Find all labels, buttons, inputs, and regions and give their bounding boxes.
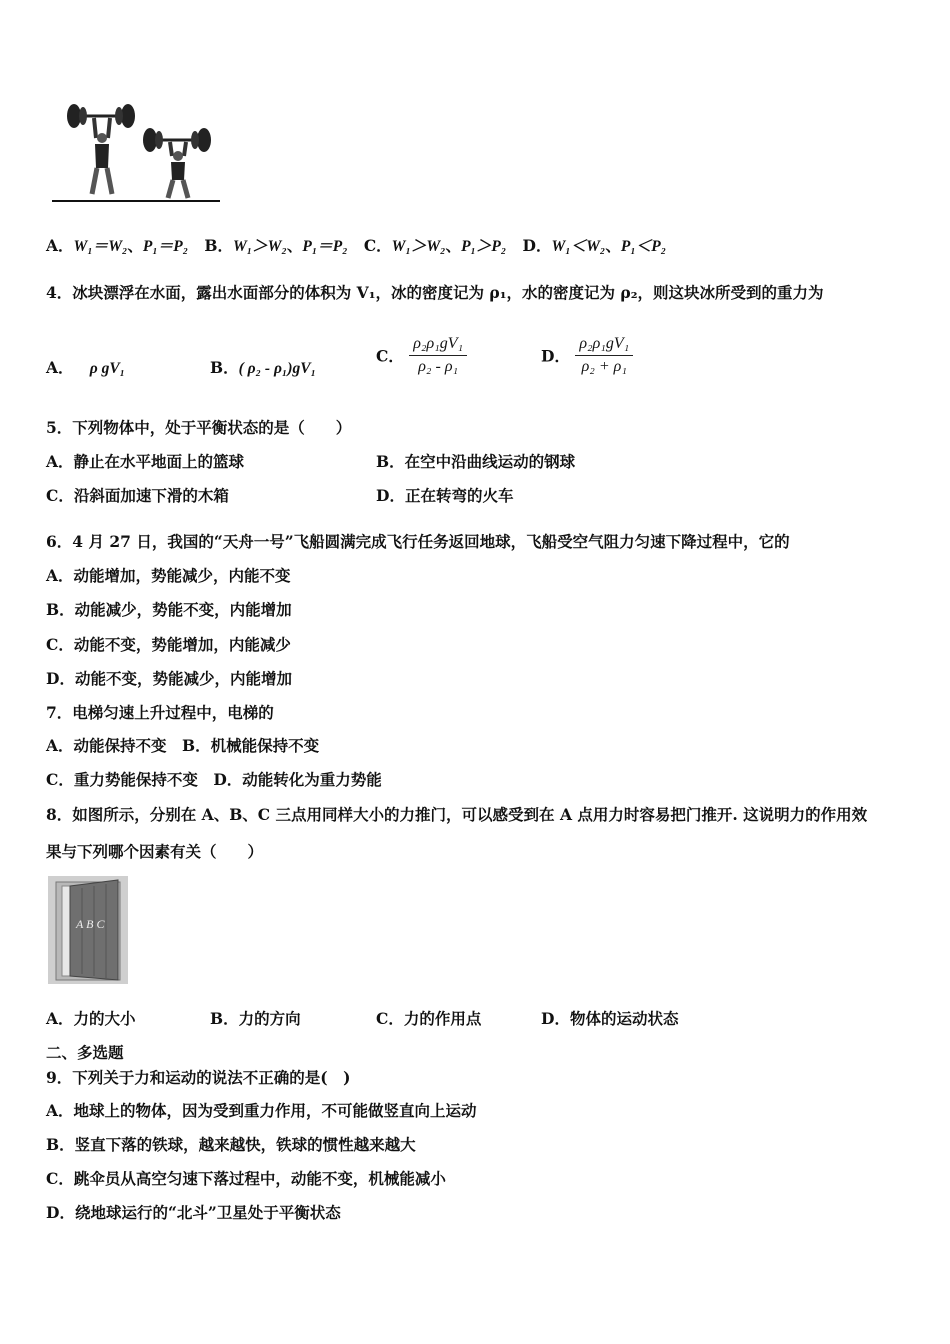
q4-option-c-fraction: $\frac{\text{ρ₂ρ₁gV₁}}{\text{ρ₂ - ρ₁}}$ bbox=[409, 335, 467, 376]
q4-option-d[interactable]: D． $\frac{\text{ρ₂ρ₁gV₁}}{\text{ρ₂ + ρ₁}}$ bbox=[541, 335, 633, 376]
q5-option-d[interactable]: D．正在转弯的火车 bbox=[376, 486, 514, 505]
q9-option-b[interactable]: B．竖直下落的铁球，越来越快，铁球的惯性越来越大 bbox=[46, 1135, 416, 1154]
q7-stem: 7．电梯匀速上升过程中，电梯的 bbox=[46, 703, 274, 722]
door-labels: A B C bbox=[76, 917, 105, 931]
q3-option-d[interactable]: D．W₁＜W₂、P₁＜P₂ bbox=[522, 236, 667, 255]
q8-stem-line1: 8．如图所示，分别在 A、B、C 三点用同样大小的力推门，可以感受到在 A 点用力时容易把门推开. 这说明力的作用效 bbox=[46, 805, 868, 824]
q8-option-c[interactable]: C．力的作用点 bbox=[376, 1009, 482, 1028]
q4-option-c[interactable]: C． $\frac{\text{ρ₂ρ₁gV₁}}{\text{ρ₂ - ρ₁}}$ bbox=[376, 335, 467, 376]
q3-option-a[interactable]: A．W₁＝W₂、P₁＝P₂ bbox=[46, 236, 189, 255]
q6-option-b[interactable]: B．动能减少，势能不变，内能增加 bbox=[46, 600, 292, 619]
q5-option-c[interactable]: C．沿斜面加速下滑的木箱 bbox=[46, 486, 229, 505]
q4-stem: 4．冰块漂浮在水面，露出水面部分的体积为 V₁，冰的密度记为 ρ₁，水的密度记为 ρ₂，则这块冰所受到的重力为 bbox=[46, 283, 824, 302]
q7-options-cd[interactable]: C．重力势能保持不变 D．动能转化为重力势能 bbox=[46, 770, 382, 789]
q4-option-d-fraction: $\frac{\text{ρ₂ρ₁gV₁}}{\text{ρ₂ + ρ₁}}$ bbox=[575, 335, 633, 376]
q8-option-b[interactable]: B．力的方向 bbox=[210, 1009, 301, 1028]
q3-option-b[interactable]: B．W₁＞W₂、P₁＝P₂ bbox=[204, 236, 348, 255]
q8-option-d[interactable]: D．物体的运动状态 bbox=[541, 1009, 679, 1028]
door-figure bbox=[48, 876, 128, 984]
q4-option-b[interactable]: B．( ρ₂ - ρ₁)gV₁ bbox=[210, 358, 316, 377]
q9-option-a[interactable]: A．地球上的物体，因为受到重力作用，不可能做竖直向上运动 bbox=[46, 1101, 477, 1120]
q6-option-d[interactable]: D．动能不变，势能减少，内能增加 bbox=[46, 669, 292, 688]
q5-stem: 5．下列物体中，处于平衡状态的是（ ） bbox=[46, 418, 352, 437]
q9-option-c[interactable]: C．跳伞员从高空匀速下落过程中，动能不变，机械能减小 bbox=[46, 1169, 446, 1188]
q3-options bbox=[46, 236, 666, 257]
q9-option-d[interactable]: D．绕地球运行的“北斗”卫星处于平衡状态 bbox=[46, 1203, 341, 1222]
weightlifters-figure bbox=[50, 98, 225, 204]
q4-option-a[interactable]: A． ρ gV₁ bbox=[46, 358, 126, 377]
q5-option-b[interactable]: B．在空中沿曲线运动的钢球 bbox=[376, 452, 576, 471]
q8-stem-line2: 果与下列哪个因素有关（ ） bbox=[46, 842, 264, 861]
q6-stem: 6．4 月 27 日，我国的“天舟一号”飞船圆满完成飞行任务返回地球，飞船受空气阻力匀速下降过程中，它的 bbox=[46, 532, 790, 551]
q7-options-ab[interactable]: A．动能保持不变 B．机械能保持不变 bbox=[46, 736, 320, 755]
q3-option-c[interactable]: C．W₁＞W₂、P₁＞P₂ bbox=[363, 236, 507, 255]
q6-option-a[interactable]: A．动能增加，势能减少，内能不变 bbox=[46, 566, 291, 585]
lifter-1 bbox=[67, 104, 135, 194]
section-heading-multiple-choice: 二、多选题 bbox=[46, 1043, 124, 1062]
q9-stem: 9．下列关于力和运动的说法不正确的是( ) bbox=[46, 1068, 351, 1087]
q6-option-c[interactable]: C．动能不变，势能增加，内能减少 bbox=[46, 635, 291, 654]
q8-option-a[interactable]: A．力的大小 bbox=[46, 1009, 136, 1028]
q5-option-a[interactable]: A．静止在水平地面上的篮球 bbox=[46, 452, 245, 471]
lifter-2 bbox=[143, 128, 211, 198]
